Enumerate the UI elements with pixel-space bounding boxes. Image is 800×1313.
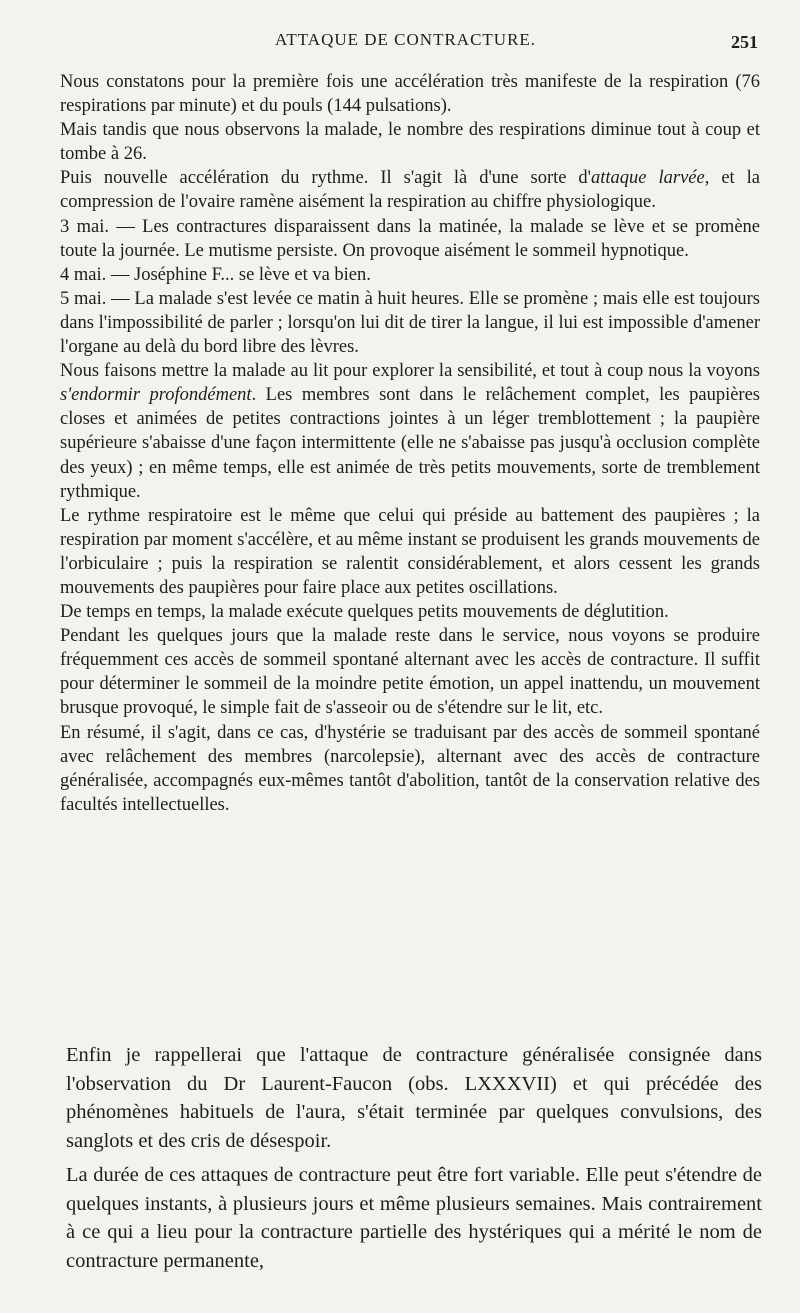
paragraph: 4 mai. — Joséphine F... se lève et va bien. xyxy=(60,264,371,285)
paragraph: Enfin je rappellerai que l'attaque de contracture généralisée consignée dans l'observation du Dr Laurent-Faucon (obs. LXXXVII) et qui précédée des phénomènes habituels de l'aura, s'était terminée par quelques convulsions, des sanglots et des cris de désespoir. xyxy=(66,1044,762,1152)
page-header xyxy=(60,30,758,56)
paragraph: Le rythme respiratoire est le même que celui qui préside au battement des paupières ; la respiration par moment s'accélère, et au même instant se produisent les grands mouvements de l'orbiculaire ; puis la respiration se ralentit considérablement, et alors cessent les grands mouvements des paupières pour faire place aux petites oscillations. xyxy=(60,505,760,598)
paragraph: De temps en temps, la malade exécute quelques petits mouvements de déglutition. xyxy=(60,602,669,623)
main-text xyxy=(66,1041,762,1281)
text-run: , et la compression de l'ovaire ramène aisément la respiration au chiffre physiologique. xyxy=(60,168,761,213)
paragraph xyxy=(60,359,760,504)
page-number: 251 xyxy=(731,32,758,52)
text-run: . Les membres sont dans le relâchement complet, les paupières closes et animées de petites contractions jointes à un léger tremblottement ; la paupière supérieure s'abaisse d'une façon intermittente (elle ne s'abaisse pas jusqu'à occlusion complète des yeux) ; en même temps, elle est animée de très petits mouvements, sorte de tremblement rythmique. xyxy=(60,385,760,502)
text-run: Nous faisons mettre la malade au lit pour explorer la sensibilité, et tout à coup nous la voyons xyxy=(60,361,760,382)
emphasis: s'endormir profondément xyxy=(60,385,252,406)
paragraph: En résumé, il s'agit, dans ce cas, d'hystérie se traduisant par des accès de sommeil spontané avec relâchement des membres (narcolepsie), alternant avec des accès de contracture généralisée, accompagnés eux-mêmes tantôt d'abolition, tantôt de la conservation relative des facultés intellectuelles. xyxy=(60,722,760,815)
paragraph: 5 mai. — La malade s'est levée ce matin à huit heures. Elle se promène ; mais elle est toujours dans l'impossibilité de parler ; lorsqu'on lui dit de tirer la langue, il lui est impossible d'amener l'organe au delà du bord libre des lèvres. xyxy=(60,288,760,358)
paragraph xyxy=(60,166,760,214)
running-title: ATTAQUE DE CONTRACTURE. xyxy=(275,30,537,49)
paragraph: Mais tandis que nous observons la malade, le nombre des respirations diminue tout à coup et tombe à 26. xyxy=(60,120,760,165)
paragraph: Pendant les quelques jours que la malade reste dans le service, nous voyons se produire fréquemment ces accès de sommeil spontané alternant avec les accès de contracture. Il suffit pour déterminer le sommeil de la moindre petite émotion, un appel inattendu, un mouvement brusque provoqué, le simple fait de s'asseoir ou de s'étendre sur le lit, etc. xyxy=(60,626,760,719)
emphasis: attaque larvée xyxy=(591,168,705,189)
observation-text xyxy=(60,70,760,817)
text-run: Puis nouvelle accélération du rythme. Il s'agit là d'une sorte d' xyxy=(60,168,592,189)
paragraph: 3 mai. — Les contractures disparaissent dans la matinée, la malade se lève et se promène toute la journée. Le mutisme persiste. On provoque aisément le sommeil hypnotique. xyxy=(60,216,760,261)
paragraph: La durée de ces attaques de contracture peut être fort variable. Elle peut s'étendre de quelques instants, à plusieurs jours et même plusieurs semaines. Mais contrairement à ce qui a lieu pour la contracture partielle des hystériques qui a mérité le nom de contracture permanente, xyxy=(66,1164,762,1272)
paragraph: Nous constatons pour la première fois une accélération très manifeste de la respiration (76 respirations par minute) et du pouls (144 pulsations). xyxy=(60,72,760,117)
